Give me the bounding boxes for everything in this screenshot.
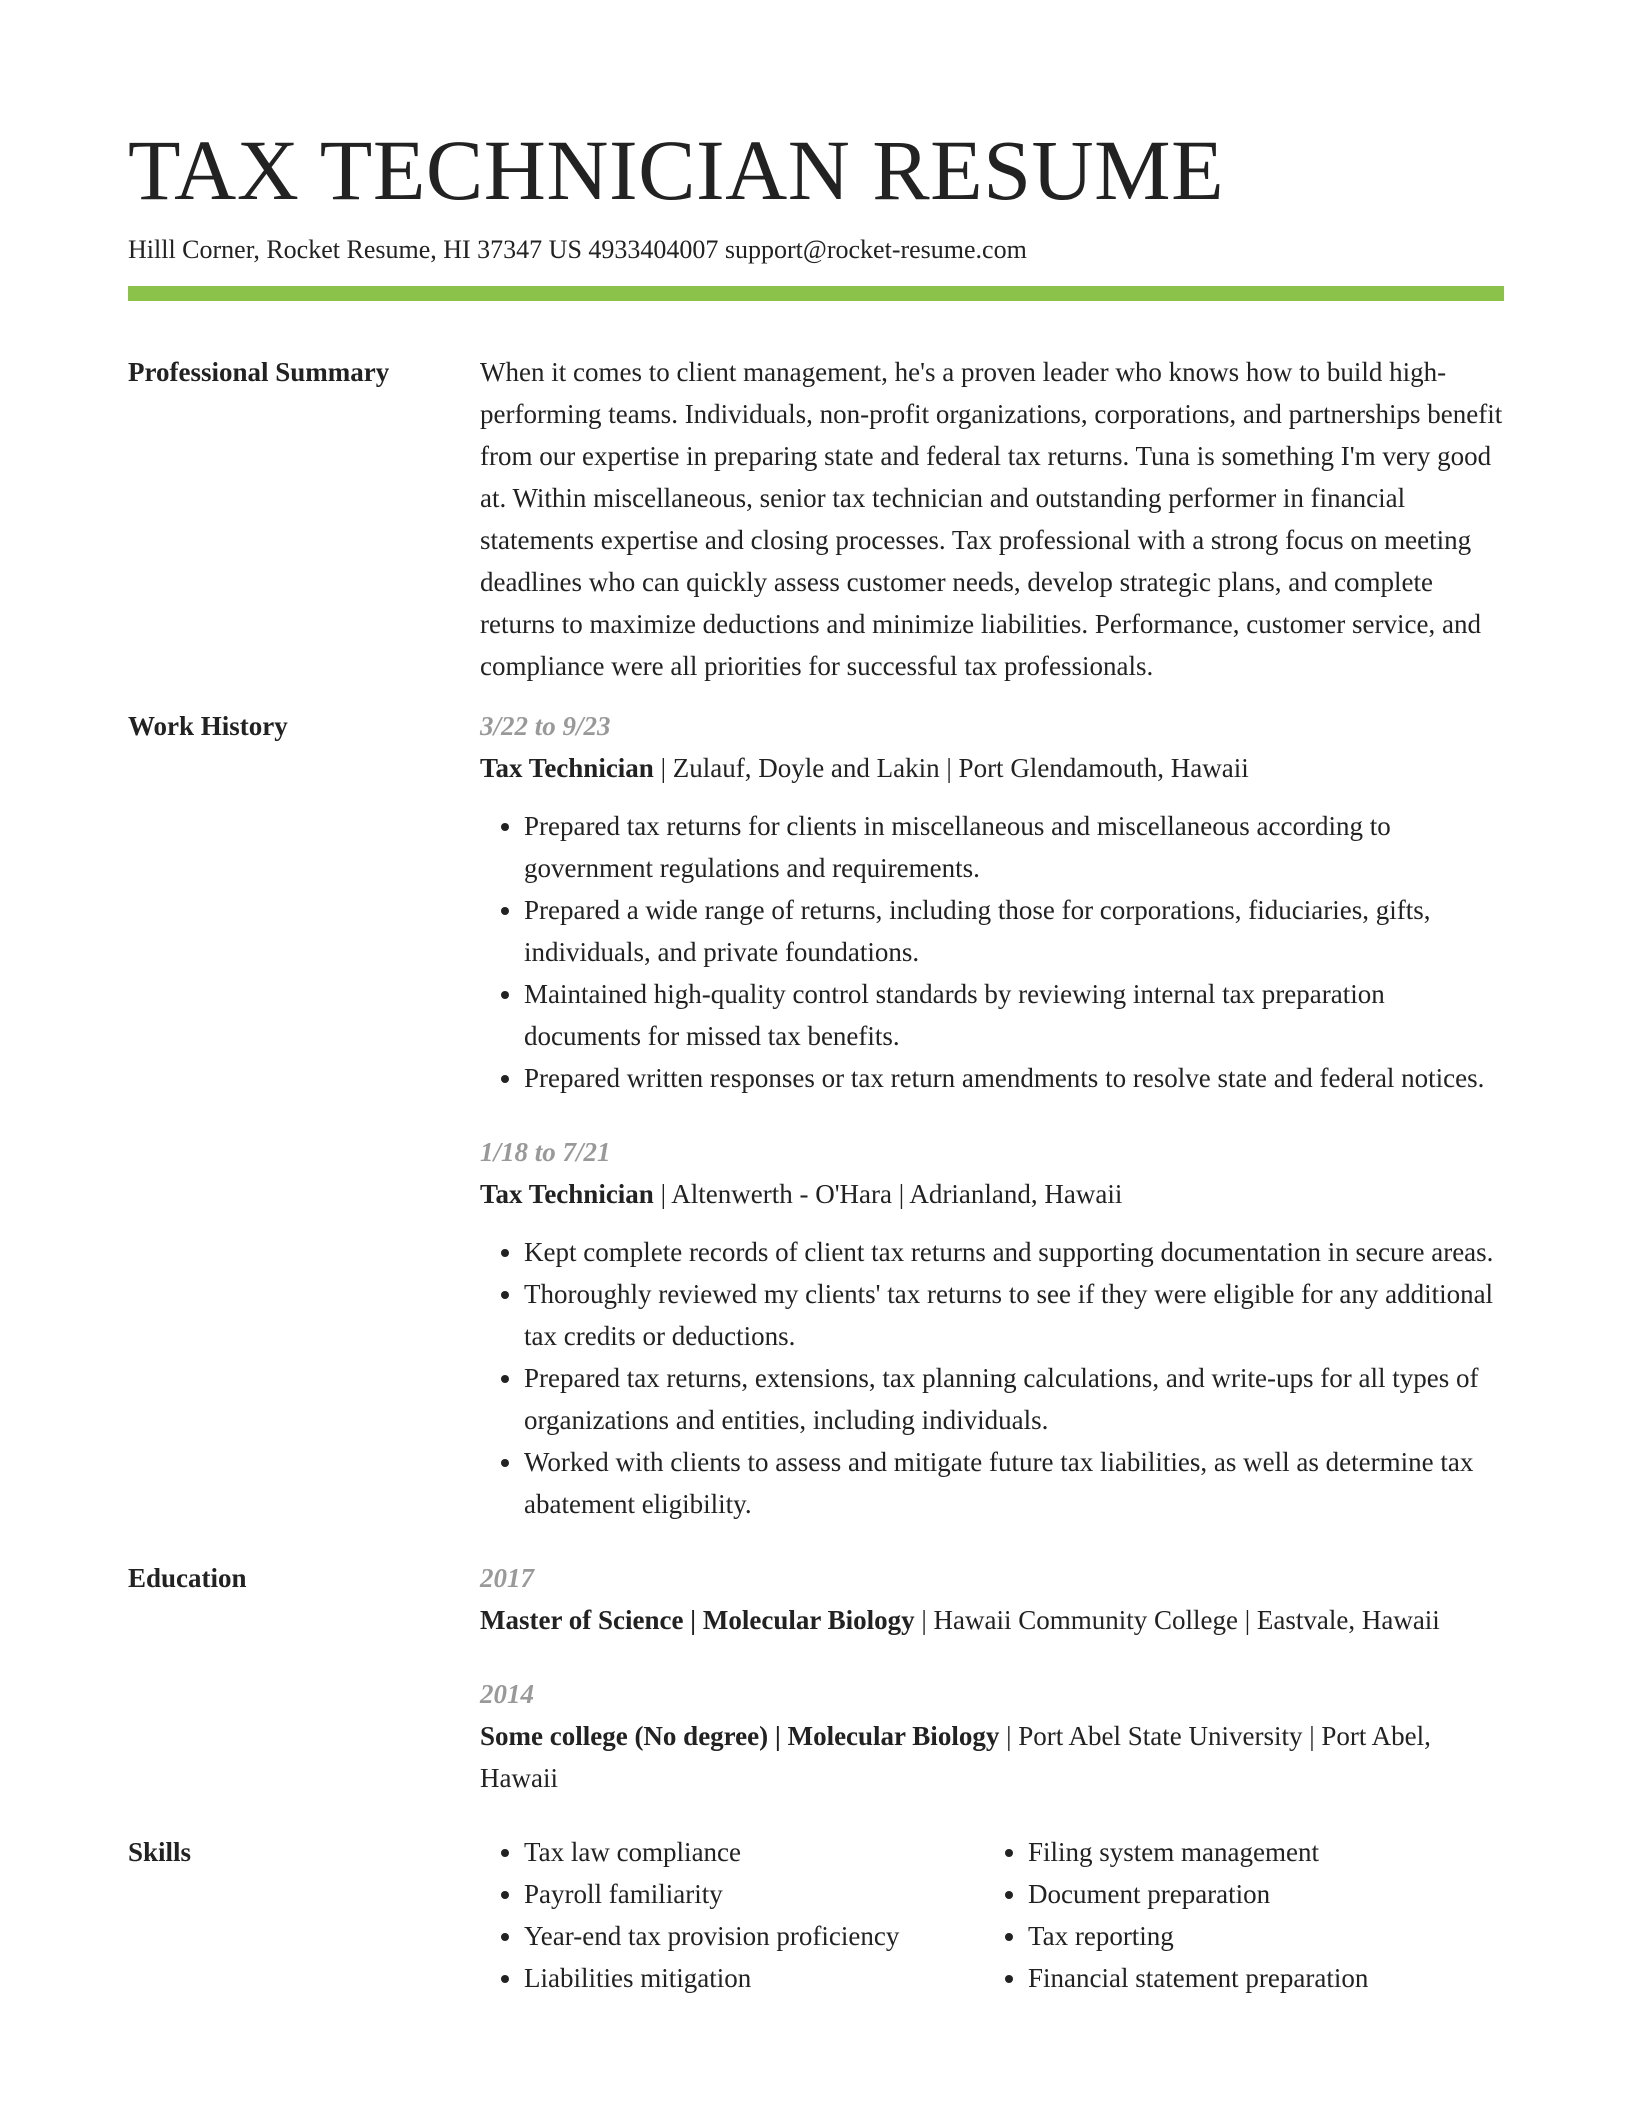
skill-item: • Tax reporting <box>1028 1915 1504 1957</box>
resume-title: TAX TECHNICIAN RESUME <box>128 122 1225 218</box>
job-date: 3/22 to 9/23 <box>480 711 611 741</box>
job-duty: • Kept complete records of client tax returns and supporting documentation in secure areas. <box>524 1231 1504 1273</box>
job-duties <box>480 1231 1504 1525</box>
job-title: Tax Technician <box>480 1179 654 1209</box>
work-history-heading: Work History <box>128 711 288 741</box>
resume-page <box>128 120 1504 1999</box>
summary-section <box>128 351 1504 687</box>
education-entry <box>480 1557 1504 1641</box>
job-entry <box>480 1131 1504 1525</box>
job-duty: • Prepared tax returns, extensions, tax planning calculations, and write-ups for all types of organizations and entities, including individuals. <box>524 1357 1504 1441</box>
job-line <box>480 747 1504 789</box>
skill-item: • Filing system management <box>1028 1831 1504 1873</box>
summary-heading: Professional Summary <box>128 357 390 387</box>
job-date: 1/18 to 7/21 <box>480 1137 611 1167</box>
skill-item: • Financial statement preparation <box>1028 1957 1504 1999</box>
summary-text: When it comes to client management, he's a proven leader who knows how to build high-performing teams. Individuals, non-profit organizations, corporations, and partnerships benefit from our expertise in preparing state and federal tax returns. Tuna is something I'm very good at. Within miscellaneous, senior tax technician and outstanding performer in financial statements expertise and closing processes. Tax professional with a strong focus on meeting deadlines who can quickly assess customer needs, develop strategic plans, and complete returns to maximize deductions and minimize liabilities. Performance, customer service, and compliance were all priorities for successful tax professionals. <box>480 357 1503 681</box>
skills-section <box>128 1831 1504 1999</box>
education-entry <box>480 1673 1504 1799</box>
education-date: 2017 <box>480 1563 534 1593</box>
skills-column-right <box>984 1831 1504 1999</box>
job-employer: | Altenwerth - O'Hara | Adrianland, Hawaii <box>653 1179 1123 1209</box>
contact-line: Hilll Corner, Rocket Resume, HI 37347 US 4933404007 support@rocket-resume.com <box>128 235 1027 264</box>
job-duty: • Worked with clients to assess and mitigate future tax liabilities, as well as determine tax abatement eligibility. <box>524 1441 1504 1525</box>
job-title: Tax Technician <box>480 753 654 783</box>
education-date: 2014 <box>480 1679 534 1709</box>
work-history-section <box>128 705 1504 1525</box>
education-school: | Port Abel State University | Port Abel, Hawaii <box>480 1721 1431 1793</box>
education-school: | Hawaii Community College | Eastvale, Hawaii <box>914 1605 1440 1635</box>
job-duty: • Prepared tax returns for clients in miscellaneous and miscellaneous according to government regulations and requirements. <box>524 805 1504 889</box>
skills-column-left <box>480 1831 984 1999</box>
education-degree: Some college (No degree) | Molecular Biology <box>480 1721 1000 1751</box>
education-line <box>480 1715 1504 1799</box>
job-employer: | Zulauf, Doyle and Lakin | Port Glendamouth, Hawaii <box>653 753 1249 783</box>
education-line <box>480 1599 1504 1641</box>
job-duties <box>480 805 1504 1099</box>
job-entry <box>480 705 1504 1099</box>
job-duty: • Prepared a wide range of returns, including those for corporations, fiduciaries, gifts, individuals, and private foundations. <box>524 889 1504 973</box>
skill-item: • Year-end tax provision proficiency <box>524 1915 984 1957</box>
accent-divider <box>128 286 1504 301</box>
skill-item: • Tax law compliance <box>524 1831 984 1873</box>
skill-item: • Liabilities mitigation <box>524 1957 984 1999</box>
job-line <box>480 1173 1504 1215</box>
job-duty: • Maintained high-quality control standards by reviewing internal tax preparation documents for missed tax benefits. <box>524 973 1504 1057</box>
skills-heading: Skills <box>128 1837 192 1867</box>
skill-item: • Payroll familiarity <box>524 1873 984 1915</box>
education-degree: Master of Science | Molecular Biology <box>480 1605 915 1635</box>
education-heading: Education <box>128 1563 247 1593</box>
job-duty: • Prepared written responses or tax return amendments to resolve state and federal notices. <box>524 1057 1504 1099</box>
education-section <box>128 1557 1504 1799</box>
skill-item: • Document preparation <box>1028 1873 1504 1915</box>
job-duty: • Thoroughly reviewed my clients' tax returns to see if they were eligible for any additional tax credits or deductions. <box>524 1273 1504 1357</box>
skills-grid <box>480 1831 1504 1999</box>
